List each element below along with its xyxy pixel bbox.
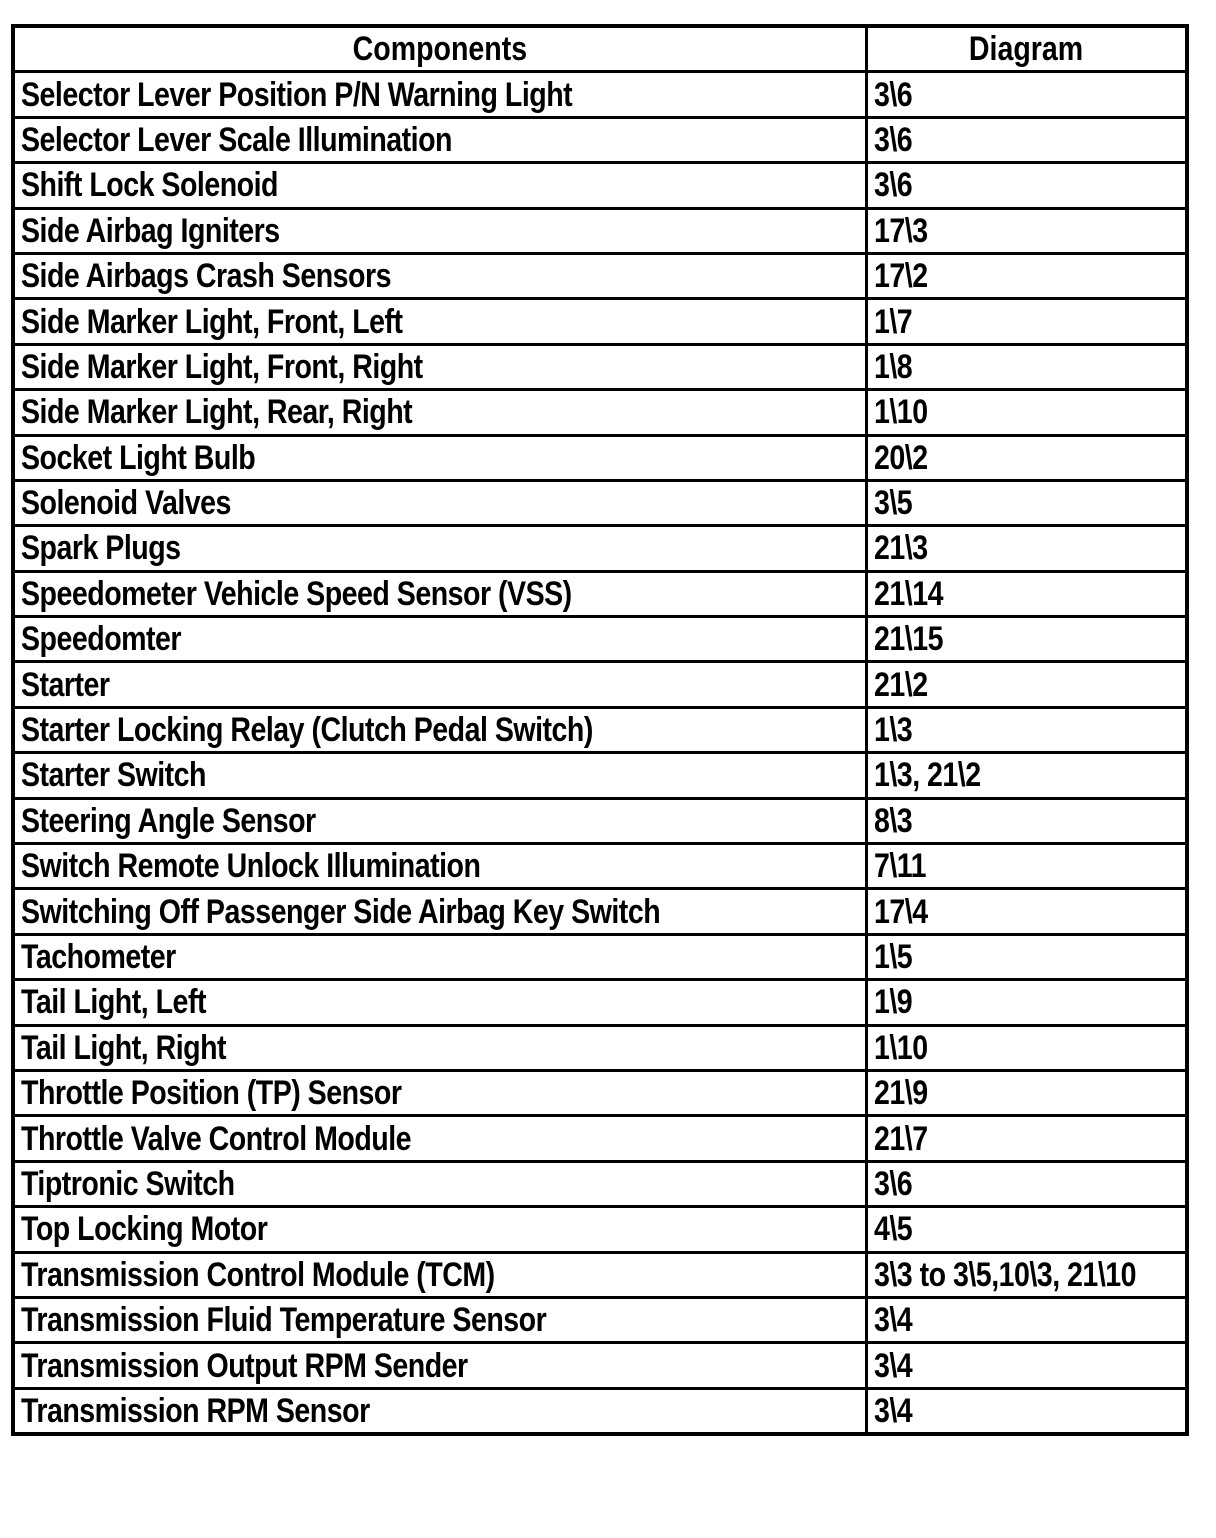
diagram-cell: [866, 617, 1187, 662]
table-row: [13, 980, 1187, 1025]
table-row: [13, 1161, 1187, 1206]
table-row: [13, 934, 1187, 979]
component-cell: [13, 617, 866, 662]
diagram-cell: [866, 1207, 1187, 1252]
diagram-reference: 1\5: [873, 938, 912, 976]
table-row: [13, 299, 1187, 344]
diagram-cell: [866, 208, 1187, 253]
diagram-cell: [866, 526, 1187, 571]
component-cell: [13, 662, 866, 707]
table-row: [13, 1207, 1187, 1252]
diagram-reference: 3\6: [873, 120, 912, 159]
header-row: [13, 26, 1187, 72]
component-name: Transmission Control Module (TCM): [21, 1255, 495, 1294]
diagram-cell: [866, 1297, 1187, 1342]
diagram-cell: [866, 480, 1187, 525]
diagram-reference: 1\10: [873, 1028, 928, 1067]
component-name: Tachometer: [21, 938, 176, 976]
component-cell: [13, 707, 866, 752]
component-name: Starter Switch: [21, 756, 206, 795]
component-cell: [13, 253, 866, 298]
diagram-reference: 3\4: [873, 1301, 912, 1340]
table-row: [13, 707, 1187, 752]
column-header-components: Components: [13, 26, 866, 72]
diagram-reference: 1\3, 21\2: [873, 756, 981, 795]
table-row: [13, 1297, 1187, 1342]
component-name: Switch Remote Unlock Illumination: [21, 847, 481, 886]
diagram-cell: [866, 72, 1187, 117]
component-cell: [13, 1116, 866, 1161]
component-name: Speedometer Vehicle Speed Sensor (VSS): [21, 574, 572, 613]
diagram-cell: [866, 117, 1187, 162]
component-name: Steering Angle Sensor: [21, 801, 316, 840]
component-cell: [13, 1070, 866, 1115]
component-name: Starter Locking Relay (Clutch Pedal Switch): [21, 711, 593, 750]
component-cell: [13, 844, 866, 889]
component-cell: [13, 480, 866, 525]
component-name: Socket Light Bulb: [21, 438, 256, 477]
diagram-reference: 21\3: [873, 529, 928, 568]
table-row: [13, 662, 1187, 707]
components-diagram-table: [11, 24, 1189, 1436]
component-cell: [13, 299, 866, 344]
component-name: Tiptronic Switch: [21, 1164, 235, 1203]
component-cell: [13, 526, 866, 571]
component-cell: [13, 798, 866, 843]
diagram-reference: 20\2: [873, 438, 928, 477]
table-row: [13, 390, 1187, 435]
component-cell: [13, 344, 866, 389]
component-name: Throttle Valve Control Module: [21, 1119, 412, 1158]
component-name: Top Locking Motor: [21, 1210, 268, 1249]
component-cell: [13, 571, 866, 616]
component-name: Selector Lever Scale Illumination: [21, 120, 452, 159]
diagram-reference: 21\15: [873, 620, 943, 659]
column-header-diagram: Diagram: [866, 26, 1187, 72]
component-cell: [13, 1207, 866, 1252]
table-row: [13, 571, 1187, 616]
component-name: Transmission Output RPM Sender: [21, 1346, 468, 1385]
diagram-reference: 3\4: [873, 1391, 912, 1430]
component-cell: [13, 390, 866, 435]
component-name: Side Airbags Crash Sensors: [21, 257, 391, 296]
component-cell: [13, 934, 866, 979]
table-row: [13, 1252, 1187, 1297]
component-cell: [13, 753, 866, 798]
diagram-reference: 3\5: [873, 484, 912, 523]
diagram-reference: 17\3: [873, 211, 928, 250]
table-row: [13, 117, 1187, 162]
diagram-reference: 3\4: [873, 1346, 912, 1385]
diagram-reference: 3\6: [873, 1164, 912, 1203]
diagram-cell: [866, 1070, 1187, 1115]
component-name: Throttle Position (TP) Sensor: [21, 1074, 402, 1113]
diagram-cell: [866, 390, 1187, 435]
diagram-cell: [866, 435, 1187, 480]
table-row: [13, 253, 1187, 298]
component-name: Tail Light, Right: [21, 1028, 227, 1067]
diagram-reference: 21\2: [873, 665, 928, 704]
diagram-cell: [866, 980, 1187, 1025]
component-cell: [13, 1388, 866, 1434]
diagram-cell: [866, 844, 1187, 889]
component-name: Tail Light, Left: [21, 983, 206, 1022]
diagram-reference: 3\6: [873, 166, 912, 205]
component-cell: [13, 72, 866, 117]
component-name: Transmission Fluid Temperature Sensor: [21, 1301, 547, 1340]
table-row: [13, 435, 1187, 480]
diagram-reference: 21\9: [873, 1074, 928, 1113]
diagram-reference: 1\9: [873, 983, 912, 1022]
diagram-reference: 4\5: [873, 1210, 912, 1249]
diagram-reference: 21\14: [873, 574, 943, 613]
diagram-cell: [866, 889, 1187, 934]
table-row: [13, 889, 1187, 934]
component-cell: [13, 1297, 866, 1342]
diagram-reference: 7\11: [873, 847, 926, 886]
component-name: Transmission RPM Sensor: [21, 1391, 370, 1430]
component-cell: [13, 163, 866, 208]
table-row: [13, 798, 1187, 843]
diagram-cell: [866, 571, 1187, 616]
table-row: [13, 617, 1187, 662]
table-body: [13, 72, 1187, 1434]
diagram-cell: [866, 707, 1187, 752]
diagram-cell: [866, 1252, 1187, 1297]
component-name: Solenoid Valves: [21, 484, 231, 523]
component-cell: [13, 117, 866, 162]
component-cell: [13, 208, 866, 253]
diagram-reference: 8\3: [873, 801, 912, 840]
diagram-reference: 21\7: [873, 1119, 928, 1158]
diagram-cell: [866, 1161, 1187, 1206]
table-row: [13, 208, 1187, 253]
diagram-cell: [866, 299, 1187, 344]
table-row: [13, 163, 1187, 208]
diagram-reference: 1\8: [873, 347, 912, 386]
table-row: [13, 72, 1187, 117]
table-row: [13, 753, 1187, 798]
diagram-reference: 1\10: [873, 393, 928, 432]
table-row: [13, 344, 1187, 389]
table-row: [13, 1343, 1187, 1388]
table-row: [13, 526, 1187, 571]
diagram-cell: [866, 1343, 1187, 1388]
table-row: [13, 480, 1187, 525]
component-cell: [13, 435, 866, 480]
component-cell: [13, 1161, 866, 1206]
table-row: [13, 1070, 1187, 1115]
diagram-reference: 3\3 to 3\5,10\3, 21\10: [873, 1255, 1136, 1294]
table-row: [13, 1388, 1187, 1434]
component-cell: [13, 980, 866, 1025]
component-name: Side Marker Light, Rear, Right: [21, 393, 413, 432]
diagram-cell: [866, 1116, 1187, 1161]
component-name: Switching Off Passenger Side Airbag Key Switch: [21, 892, 661, 931]
diagram-reference: 1\7: [873, 302, 912, 341]
diagram-cell: [866, 934, 1187, 979]
diagram-reference: 17\4: [873, 892, 928, 931]
diagram-reference: 1\3: [873, 711, 912, 750]
table-row: [13, 1116, 1187, 1161]
component-cell: [13, 1343, 866, 1388]
component-cell: [13, 1025, 866, 1070]
component-cell: [13, 889, 866, 934]
component-name: Side Airbag Igniters: [21, 211, 280, 250]
diagram-cell: [866, 253, 1187, 298]
component-name: Side Marker Light, Front, Left: [21, 302, 403, 341]
diagram-cell: [866, 798, 1187, 843]
component-cell: [13, 1252, 866, 1297]
table-row: [13, 1025, 1187, 1070]
diagram-reference: 3\6: [873, 75, 912, 114]
diagram-cell: [866, 753, 1187, 798]
diagram-cell: [866, 662, 1187, 707]
diagram-cell: [866, 163, 1187, 208]
diagram-cell: [866, 344, 1187, 389]
component-name: Side Marker Light, Front, Right: [21, 347, 423, 386]
diagram-cell: [866, 1388, 1187, 1434]
diagram-cell: [866, 1025, 1187, 1070]
diagram-reference: 17\2: [873, 257, 928, 296]
component-name: Speedomter: [21, 620, 182, 659]
component-name: Shift Lock Solenoid: [21, 166, 279, 205]
table-row: [13, 844, 1187, 889]
component-name: Selector Lever Position P/N Warning Light: [21, 75, 573, 114]
component-name: Starter: [21, 665, 110, 704]
component-name: Spark Plugs: [21, 529, 181, 568]
